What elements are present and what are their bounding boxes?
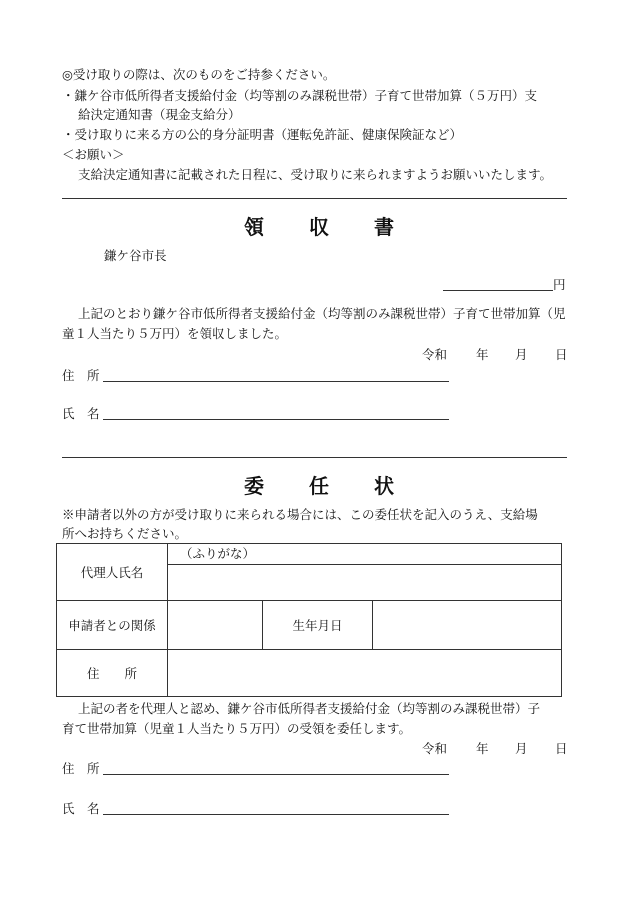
receipt-title-char-2: 収 bbox=[308, 215, 329, 239]
delegation-title-char-2: 任 bbox=[308, 474, 329, 498]
receipt-name-label: 氏 名 bbox=[62, 406, 100, 421]
receipt-date-year: 年 bbox=[476, 347, 489, 362]
receipt-address-label: 住 所 bbox=[62, 368, 100, 383]
delegation-title-char-1: 委 bbox=[244, 474, 264, 498]
agent-name-field[interactable] bbox=[168, 565, 562, 601]
delegation-title bbox=[244, 470, 394, 499]
agent-address-label: 住 所 bbox=[57, 650, 168, 697]
furigana-label: （ふりがな） bbox=[168, 544, 562, 565]
notice-heading: ◎受け取りの際は、次のものをご持参ください。 bbox=[62, 67, 336, 82]
delegation-body-line-1: 上記の者を代理人と認め、鎌ケ谷市低所得者支援給付金（均等割のみ課税世帯）子 bbox=[78, 701, 541, 716]
agent-address-field[interactable] bbox=[168, 650, 562, 697]
receipt-title bbox=[244, 211, 394, 240]
notice-item-1-line-1: ・鎌ケ谷市低所得者支援給付金（均等割のみ課税世帯）子育て世帯加算（５万円）支 bbox=[62, 88, 538, 103]
delegation-address-line[interactable] bbox=[103, 774, 449, 775]
receipt-body-line-1: 上記のとおり鎌ケ谷市低所得者支援給付金（均等割のみ課税世帯）子育て世帯加算（児 bbox=[78, 306, 566, 321]
receipt-title-char-1: 領 bbox=[244, 215, 264, 239]
divider-top bbox=[62, 198, 567, 199]
receipt-date-month: 月 bbox=[515, 347, 528, 362]
amount-line bbox=[443, 290, 553, 291]
receipt-date-era: 令和 bbox=[422, 347, 448, 362]
notice-item-1-line-2: 給決定通知書（現金支給分） bbox=[78, 107, 241, 122]
receipt-body-line-2: 童１人当たり５万円）を領収しました。 bbox=[62, 326, 288, 341]
receipt-title-char-3: 書 bbox=[373, 215, 394, 239]
receipt-name-line[interactable] bbox=[103, 419, 449, 420]
delegation-name-line[interactable] bbox=[103, 814, 449, 815]
delegation-name-label: 氏 名 bbox=[62, 801, 100, 816]
agent-name-label: 代理人氏名 bbox=[57, 544, 168, 601]
delegation-date-day: 日 bbox=[555, 741, 568, 756]
birthdate-label: 生年月日 bbox=[263, 601, 373, 650]
notice-item-2: ・受け取りに来る方の公的身分証明書（運転免許証、健康保険証など） bbox=[62, 127, 463, 142]
yen-label: 円 bbox=[553, 277, 566, 292]
delegation-date-month: 月 bbox=[515, 741, 528, 756]
relation-field[interactable] bbox=[168, 601, 263, 650]
request-text: 支給決定通知書に記載された日程に、受け取りに来られますようお願いいたします。 bbox=[78, 167, 553, 182]
relation-label: 申請者との関係 bbox=[57, 601, 168, 650]
delegation-address-label: 住 所 bbox=[62, 761, 100, 776]
delegation-date-year: 年 bbox=[476, 741, 489, 756]
receipt-address-line[interactable] bbox=[103, 381, 449, 382]
birthdate-field[interactable] bbox=[373, 601, 562, 650]
delegation-note-line-2: 所へお持ちください。 bbox=[62, 526, 188, 541]
divider-middle bbox=[62, 457, 567, 458]
delegation-date-era: 令和 bbox=[422, 741, 448, 756]
receipt-date-day: 日 bbox=[555, 347, 568, 362]
request-label: ＜お願い＞ bbox=[62, 147, 125, 162]
delegation-title-char-3: 状 bbox=[373, 474, 394, 498]
proxy-table bbox=[56, 543, 562, 697]
delegation-body-line-2: 育て世帯加算（児童１人当たり５万円）の受領を委任します。 bbox=[62, 721, 412, 736]
receipt-addressee: 鎌ケ谷市長 bbox=[104, 248, 167, 263]
delegation-note-line-1: ※申請者以外の方が受け取りに来られる場合には、この委任状を記入のうえ、支給場 bbox=[62, 507, 538, 522]
